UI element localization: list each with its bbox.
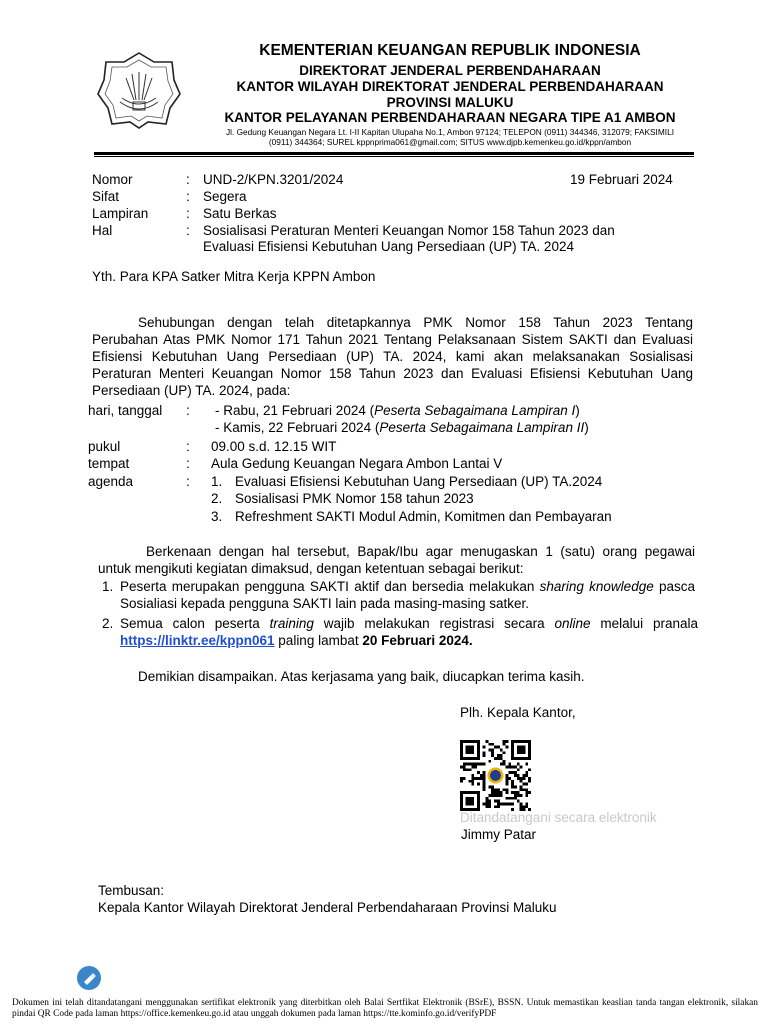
colon: :: [186, 439, 190, 454]
footer-disclaimer: Dokumen ini telah ditandatangani menggunakan sertifikat elektronik yang diterbitkan oleh Balai Sertfikat Elektronik (BSrE), BSSN. Untuk memastikan keaslian tanda tangan elektronik, silakan pindai QR Code pada laman https://office.kemenkeu.go.id atau unggah dokumen pada laman https://tte.kominfo.go.id/verifyPDF: [12, 998, 758, 1019]
cc-recipient: Kepala Kantor Wilayah Direktorat Jenderal Perbendaharaan Provinsi Maluku: [98, 900, 557, 915]
nomor-label: Nomor: [92, 172, 133, 187]
registration-link[interactable]: https://linktr.ee/kppn061: [120, 633, 275, 648]
recipient: Yth. Para KPA Satker Mitra Kerja KPPN Ambon: [92, 269, 376, 284]
kemenkeu-logo-icon: [96, 50, 182, 130]
paragraph-line: Peraturan Menteri Keuangan Nomor 158 Tahun 2023 dan Evaluasi Efisiensi Kebutuhan Uang: [92, 366, 693, 381]
lampiran-label: Lampiran: [92, 206, 149, 221]
list-number: 2.: [102, 616, 114, 631]
colon: :: [186, 474, 190, 489]
colon: :: [186, 172, 190, 187]
tempat-label: tempat: [88, 456, 130, 471]
ministry-name: KEMENTERIAN KEUANGAN REPUBLIK INDONESIA: [259, 42, 641, 59]
colon: :: [186, 223, 190, 238]
pukul-value: 09.00 s.d. 12.15 WIT: [211, 439, 337, 454]
letter-date: 19 Februari 2024: [570, 172, 673, 187]
list-number: 1.: [102, 579, 114, 594]
colon: :: [186, 456, 190, 471]
hari-label: hari, tanggal: [88, 403, 163, 418]
lampiran-value: Satu Berkas: [203, 206, 277, 221]
signatory-name: Jimmy Patar: [461, 827, 537, 842]
schedule-day-2: - Kamis, 22 Februari 2024 (Peserta Sebagaimana Lampiran II): [215, 420, 589, 435]
paragraph-line: Perubahan Atas PMK Nomor 171 Tahun 2021 Tentang Pelaksanaan Sistem SAKTI dan Evaluasi: [92, 332, 693, 347]
paragraph-line: Persediaan (UP) TA. 2024, pada:: [92, 383, 291, 398]
body-paragraph-1: [92, 314, 693, 399]
agenda-number: 1.: [211, 474, 223, 489]
agenda-number: 2.: [211, 491, 223, 506]
schedule-day-1: - Rabu, 21 Februari 2024 (Peserta Sebagaimana Lampiran I): [215, 403, 580, 418]
signatory-title: Plh. Kepala Kantor,: [460, 705, 576, 720]
bsre-seal-icon: [76, 965, 102, 991]
condition-item-1: Peserta merupakan pengguna SAKTI aktif dan bersedia melakukan sharing knowledge pasca Sosialiasi kepada pengguna SAKTI lain pada masing-masing satker.: [120, 579, 696, 611]
colon: :: [186, 206, 190, 221]
closing-sentence: Demikian disampaikan. Atas kerjasama yang baik, diucapkan terima kasih.: [138, 669, 585, 684]
paragraph-line: Efisiensi Kebutuhan Uang Persediaan (UP) TA. 2024, kami akan melaksanakan Sosialisasi: [92, 349, 693, 364]
qr-code-icon[interactable]: [460, 740, 531, 811]
body-paragraph-2: [98, 543, 695, 577]
condition-item-2: Semua calon peserta training wajib melakukan registrasi secara online melalui pranala https://linktr.ee/kppn061 paling lambat 20 Februari 2024.: [120, 616, 698, 648]
letterhead-rule-thick: [94, 152, 694, 155]
province-name: PROVINSI MALUKU: [386, 95, 514, 110]
letterhead-rule-thin: [94, 156, 694, 157]
pukul-label: pukul: [88, 439, 121, 454]
agenda-item: Refreshment SAKTI Modul Admin, Komitmen dan Pembayaran: [235, 509, 612, 524]
colon: :: [186, 189, 190, 204]
paragraph-line: untuk mengikuti kegiatan dimaksud, dengan ketentuan sebagai berikut:: [98, 561, 524, 576]
directorate-name: DIREKTORAT JENDERAL PERBENDAHARAAN: [299, 63, 601, 78]
hal-line-1: Sosialisasi Peraturan Menteri Keuangan Nomor 158 Tahun 2023 dan: [203, 223, 615, 238]
paragraph-line: Berkenaan dengan hal tersebut, Bapak/Ibu agar menugaskan 1 (satu) orang pegawai: [146, 544, 695, 559]
agenda-number: 3.: [211, 509, 223, 524]
office-name: KANTOR PELAYANAN PERBENDAHARAAN NEGARA TIPE A1 AMBON: [224, 110, 676, 125]
agenda-item: Evaluasi Efisiensi Kebutuhan Uang Persediaan (UP) TA.2024: [235, 474, 603, 489]
paragraph-line: Sehubungan dengan telah ditetapkannya PMK Nomor 158 Tahun 2023 Tentang: [138, 315, 693, 330]
agenda-item: Sosialisasi PMK Nomor 158 tahun 2023: [235, 491, 474, 506]
nomor-value: UND-2/KPN.3201/2024: [203, 172, 344, 187]
colon: :: [186, 403, 190, 418]
regional-office-name: KANTOR WILAYAH DIREKTORAT JENDERAL PERBENDAHARAAN: [236, 79, 664, 94]
e-signature-note: Ditandatangani secara elektronik: [460, 810, 657, 825]
sifat-value: Segera: [203, 189, 247, 204]
tempat-value: Aula Gedung Keuangan Negara Ambon Lantai V: [211, 456, 503, 471]
office-address: Jl. Gedung Keuangan Negara Lt. I-II Kapitan Ulupaha No.1, Ambon 97124; TELEPON (0911) 344346, 312079; FAKSIMILI (0911) 344364; SUREL kppnprima061@gmail.com; SITUS www.djpb.kemenkeu.go.id/kppn/ambon: [225, 127, 674, 147]
sifat-label: Sifat: [92, 189, 120, 204]
hal-line-2: Evaluasi Efisiensi Kebutuhan Uang Persediaan (UP) TA. 2024: [203, 239, 574, 254]
cc-label: Tembusan:: [98, 883, 165, 898]
hal-label: Hal: [92, 223, 113, 238]
agenda-label: agenda: [88, 474, 134, 489]
